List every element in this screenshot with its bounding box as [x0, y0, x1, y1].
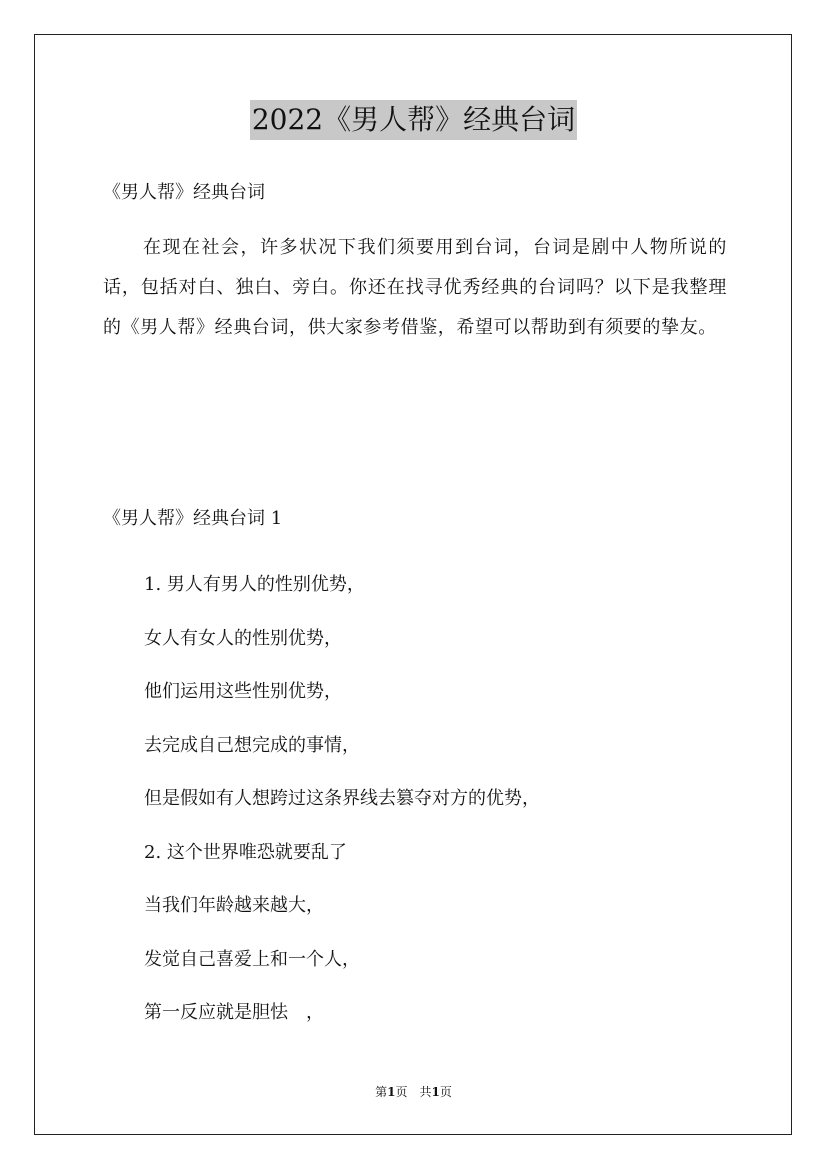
quote-line: 去完成自己想完成的事情， [144, 734, 360, 756]
quote-line: 女人有女人的性别优势， [144, 627, 342, 649]
quote-line: 发觉自己喜爱上和一个人， [144, 948, 360, 970]
footer-suffix: 页 [439, 1085, 452, 1099]
intro-paragraph: 在现在社会，许多状况下我们须要用到台词，台词是剧中人物所说的话，包括对白、独白、旁白。你还在找寻优秀经典的台词吗？以下是我整理的《男人帮》经典台词，供大家参考借鉴，希望可以帮助到有须要的挚友。 [103, 237, 727, 338]
document-title: 2022《男人帮》经典台词 [250, 100, 577, 140]
footer-page-number: 1 [387, 1085, 396, 1099]
quote-lines [144, 558, 540, 1040]
quote-line: 1. 男人有男人的性别优势， [144, 574, 365, 595]
quote-line: 但是假如有人想跨过这条界线去篡夺对方的优势， [144, 788, 540, 809]
section-title: 《男人帮》经典台词 1 [103, 508, 283, 529]
quote-line: 第一反应就是胆怯 ， [144, 1002, 324, 1023]
quote-line: 当我们年龄越来越大， [144, 895, 324, 916]
footer-prefix: 第 [375, 1085, 388, 1099]
quote-line: 2. 这个世界唯恐就要乱了 [144, 841, 347, 863]
footer-total-pages: 1 [431, 1085, 440, 1099]
footer-mid: 页 共 [395, 1085, 432, 1099]
document-subtitle: 《男人帮》经典台词 [103, 182, 265, 203]
quote-line: 他们运用这些性别优势， [144, 681, 342, 702]
document-title-wrap [0, 100, 827, 140]
page-footer [0, 1084, 827, 1100]
